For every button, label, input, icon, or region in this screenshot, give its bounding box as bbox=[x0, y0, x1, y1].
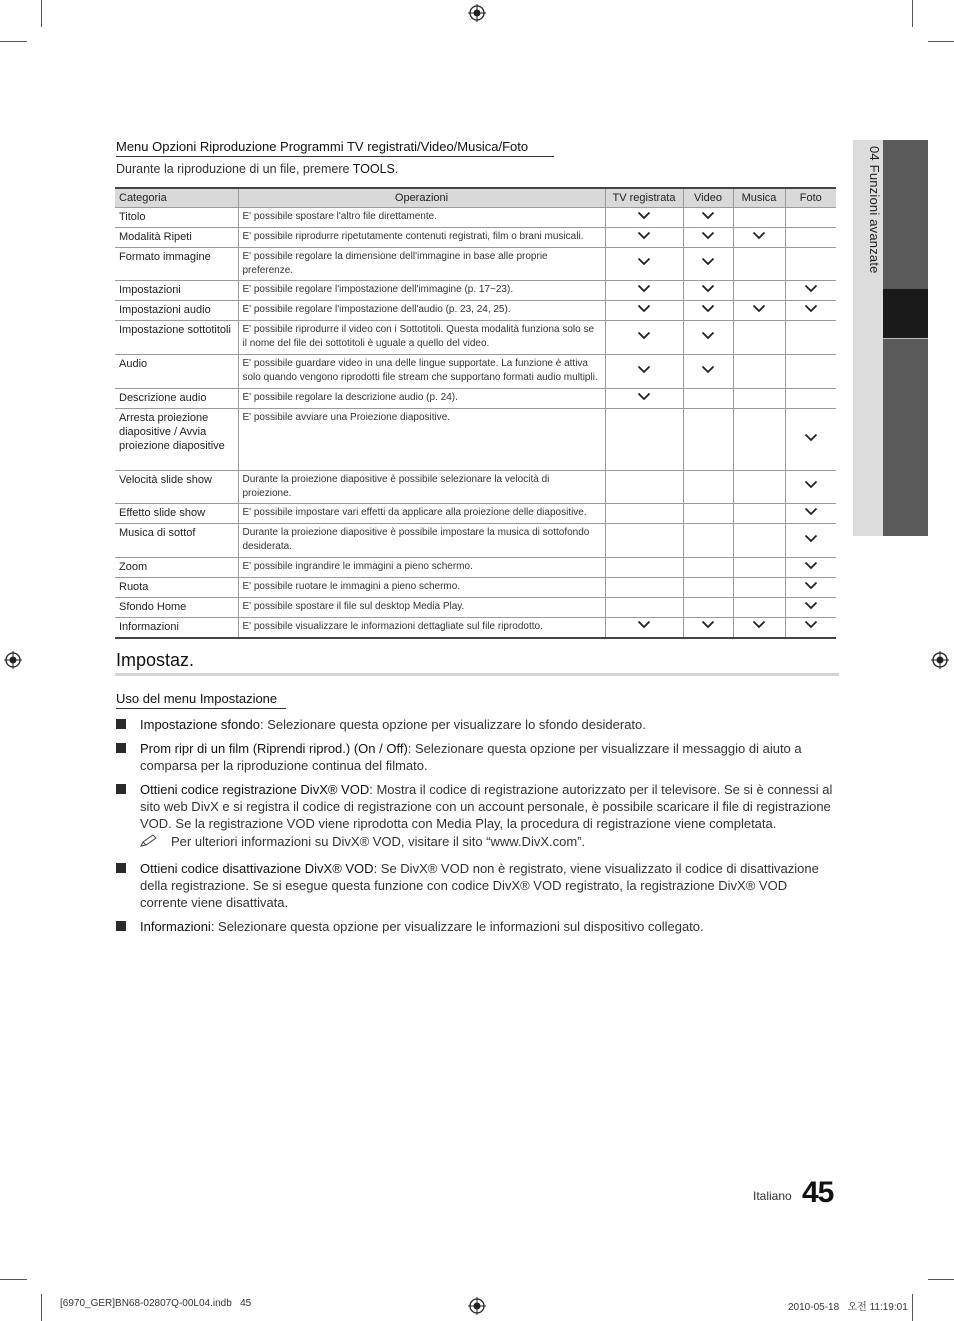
cell-categoria: Impostazione sottotitoli bbox=[115, 321, 238, 355]
cell-operazioni: E' possibile regolare la dimensione dell'immagine in base alle proprie preferenze. bbox=[238, 248, 605, 281]
header-video: Video bbox=[683, 188, 733, 208]
cell-video bbox=[683, 355, 733, 389]
cell-categoria: Ruota bbox=[115, 578, 238, 598]
cell-tv bbox=[605, 389, 683, 409]
impostaz-subtitle-underline bbox=[116, 708, 286, 709]
cell-operazioni: E' possibile ruotare le immagini a pieno schermo. bbox=[238, 578, 605, 598]
checkmark-chevron-icon bbox=[701, 620, 715, 629]
checkmark-chevron-icon bbox=[637, 392, 651, 401]
table-row bbox=[115, 281, 836, 301]
cell-categoria: Descrizione audio bbox=[115, 389, 238, 409]
checkmark-chevron-icon bbox=[701, 365, 715, 374]
cell-tv bbox=[605, 471, 683, 504]
checkmark-chevron-icon bbox=[804, 601, 818, 610]
checkmark-chevron-icon bbox=[701, 331, 715, 340]
cell-categoria: Modalità Ripeti bbox=[115, 228, 238, 248]
cell-musica bbox=[733, 281, 785, 301]
bullet-term: Ottieni codice disattivazione DivX® VOD bbox=[140, 861, 374, 876]
checkmark-chevron-icon bbox=[637, 331, 651, 340]
checkmark-chevron-icon bbox=[752, 231, 766, 240]
cell-musica bbox=[733, 208, 785, 228]
cell-video bbox=[683, 281, 733, 301]
cell-categoria: Arresta proiezione diapositive / Avvia proiezione diapositive bbox=[115, 409, 238, 471]
cell-tv bbox=[605, 228, 683, 248]
cell-video bbox=[683, 301, 733, 321]
cell-foto bbox=[785, 389, 836, 409]
table-row bbox=[115, 228, 836, 248]
table-row bbox=[115, 248, 836, 281]
cell-video bbox=[683, 598, 733, 618]
cell-video bbox=[683, 524, 733, 558]
note-pencil-icon bbox=[140, 834, 158, 848]
checkmark-chevron-icon bbox=[637, 257, 651, 266]
crop-mark bbox=[912, 1294, 913, 1321]
cell-tv bbox=[605, 504, 683, 524]
header-musica: Musica bbox=[733, 188, 785, 208]
cell-foto bbox=[785, 598, 836, 618]
table-row bbox=[115, 618, 836, 638]
table-row bbox=[115, 558, 836, 578]
cell-categoria: Effetto slide show bbox=[115, 504, 238, 524]
checkmark-chevron-icon bbox=[804, 433, 818, 442]
cell-foto bbox=[785, 301, 836, 321]
table-row bbox=[115, 321, 836, 355]
section-title-text: Menu Opzioni Riproduzione Programmi TV registrati/Video/Musica/Foto bbox=[116, 139, 529, 154]
table-row bbox=[115, 409, 836, 471]
checkmark-chevron-icon bbox=[804, 304, 818, 313]
cell-foto bbox=[785, 409, 836, 471]
checkmark-chevron-icon bbox=[637, 284, 651, 293]
table-row bbox=[115, 524, 836, 558]
cell-operazioni: E' possibile ingrandire le immagini a pieno schermo. bbox=[238, 558, 605, 578]
cell-categoria: Audio bbox=[115, 355, 238, 389]
registration-mark-icon bbox=[468, 4, 486, 22]
crop-mark bbox=[0, 1279, 27, 1280]
cell-musica bbox=[733, 409, 785, 471]
tools-key: TOOLS bbox=[352, 162, 395, 176]
registration-mark-icon bbox=[468, 1297, 486, 1315]
bullet-text: : Mostra il codice di registrazione autorizzato per il televisore. Se si è connessi al sito web DivX e si registra il codice di registrazione con un account personale, è possibile scaricare il file di registrazione VOD. Se la registrazione VOD viene riprodotta con Media Play, la procedura di registrazione viene completata. bbox=[140, 782, 833, 831]
cell-foto bbox=[785, 471, 836, 504]
cell-categoria: Formato immagine bbox=[115, 248, 238, 281]
cell-operazioni: Durante la proiezione diapositive è possibile selezionare la velocità di proiezione. bbox=[238, 471, 605, 504]
bullet-square-icon bbox=[116, 743, 126, 753]
cell-tv bbox=[605, 618, 683, 638]
cell-video bbox=[683, 389, 733, 409]
cell-video bbox=[683, 618, 733, 638]
table-row bbox=[115, 301, 836, 321]
checkmark-chevron-icon bbox=[637, 211, 651, 220]
cell-musica bbox=[733, 618, 785, 638]
header-foto: Foto bbox=[785, 188, 836, 208]
cell-categoria: Zoom bbox=[115, 558, 238, 578]
crop-mark bbox=[41, 1294, 42, 1321]
cell-categoria: Impostazioni bbox=[115, 281, 238, 301]
cell-musica bbox=[733, 228, 785, 248]
bullet-term: Impostazione sfondo bbox=[140, 717, 260, 732]
cell-musica bbox=[733, 598, 785, 618]
cell-categoria: Titolo bbox=[115, 208, 238, 228]
cell-foto bbox=[785, 504, 836, 524]
cell-musica bbox=[733, 558, 785, 578]
table-row bbox=[115, 355, 836, 389]
options-table bbox=[115, 187, 836, 639]
registration-mark-icon bbox=[931, 651, 949, 669]
cell-musica bbox=[733, 524, 785, 558]
header-tv-registrata: TV registrata bbox=[605, 188, 683, 208]
bullet-text: : Selezionare questa opzione per visualizzare lo sfondo desiderato. bbox=[259, 717, 646, 732]
cell-foto bbox=[785, 228, 836, 248]
cell-operazioni: E' possibile avviare una Proiezione diapositive. bbox=[238, 409, 605, 471]
cell-musica bbox=[733, 248, 785, 281]
checkmark-chevron-icon bbox=[804, 534, 818, 543]
cell-categoria: Sfondo Home bbox=[115, 598, 238, 618]
cell-operazioni: E' possibile regolare l'impostazione dell'immagine (p. 17~23). bbox=[238, 281, 605, 301]
cell-foto bbox=[785, 558, 836, 578]
crop-mark bbox=[0, 41, 27, 42]
cell-foto bbox=[785, 618, 836, 638]
crop-mark bbox=[928, 1279, 954, 1280]
header-categoria: Categoria bbox=[115, 188, 238, 208]
cell-foto bbox=[785, 524, 836, 558]
cell-operazioni: E' possibile regolare l'impostazione dell'audio (p. 23, 24, 25). bbox=[238, 301, 605, 321]
cell-tv bbox=[605, 578, 683, 598]
cell-video bbox=[683, 228, 733, 248]
header-operazioni: Operazioni bbox=[238, 188, 605, 208]
crop-mark bbox=[912, 0, 913, 27]
checkmark-chevron-icon bbox=[804, 284, 818, 293]
checkmark-chevron-icon bbox=[701, 304, 715, 313]
cell-foto bbox=[785, 248, 836, 281]
cell-operazioni: E' possibile guardare video in una delle lingue supportate. La funzione è attiva solo quando vengono riprodotti file stream che supportano formati audio multipli. bbox=[238, 355, 605, 389]
cell-musica bbox=[733, 471, 785, 504]
section-title bbox=[116, 139, 528, 154]
cell-tv bbox=[605, 301, 683, 321]
intro-text bbox=[116, 162, 398, 176]
intro-suffix: . bbox=[394, 162, 399, 176]
cell-video bbox=[683, 578, 733, 598]
impostaz-subtitle bbox=[116, 691, 277, 706]
bullet-square-icon bbox=[116, 863, 126, 873]
cell-tv bbox=[605, 281, 683, 301]
bullet-square-icon bbox=[116, 784, 126, 794]
registration-mark-icon bbox=[4, 651, 22, 669]
cell-video bbox=[683, 471, 733, 504]
cell-operazioni: E' possibile impostare vari effetti da applicare alla proiezione delle diapositive. bbox=[238, 504, 605, 524]
impostaz-subtitle-text: Uso del menu Impostazione bbox=[116, 691, 278, 706]
cell-foto bbox=[785, 355, 836, 389]
cell-video bbox=[683, 409, 733, 471]
cell-video bbox=[683, 321, 733, 355]
table-row bbox=[115, 208, 836, 228]
checkmark-chevron-icon bbox=[637, 620, 651, 629]
cell-tv bbox=[605, 208, 683, 228]
cell-tv bbox=[605, 248, 683, 281]
checkmark-chevron-icon bbox=[701, 211, 715, 220]
cell-foto bbox=[785, 281, 836, 301]
cell-musica bbox=[733, 578, 785, 598]
cell-video bbox=[683, 248, 733, 281]
cell-foto bbox=[785, 208, 836, 228]
cell-tv bbox=[605, 355, 683, 389]
checkmark-chevron-icon bbox=[804, 480, 818, 489]
table-row bbox=[115, 578, 836, 598]
checkmark-chevron-icon bbox=[637, 365, 651, 374]
cell-tv bbox=[605, 321, 683, 355]
file-info: [6970_GER]BN68-02807Q-00L04.indb 45 bbox=[60, 1298, 252, 1309]
crop-mark bbox=[928, 41, 954, 42]
crop-mark bbox=[41, 0, 42, 27]
cell-categoria: Informazioni bbox=[115, 618, 238, 638]
checkmark-chevron-icon bbox=[752, 304, 766, 313]
cell-musica bbox=[733, 355, 785, 389]
timestamp: 2010-05-18 오전 11:19:01 bbox=[788, 1302, 908, 1313]
cell-operazioni: Durante la proiezione diapositive è possibile impostare la musica di sottofondo desiderata. bbox=[238, 524, 605, 558]
checkmark-chevron-icon bbox=[701, 284, 715, 293]
cell-tv bbox=[605, 409, 683, 471]
checkmark-chevron-icon bbox=[804, 581, 818, 590]
side-tab-divider bbox=[883, 338, 928, 339]
bullet-term: Informazioni bbox=[140, 919, 211, 934]
cell-musica bbox=[733, 321, 785, 355]
cell-operazioni: E' possibile spostare l'altro file direttamente. bbox=[238, 208, 605, 228]
checkmark-chevron-icon bbox=[804, 561, 818, 570]
bullet-square-icon bbox=[116, 719, 126, 729]
side-tab-label: 04 Funzioni avanzate bbox=[867, 146, 882, 274]
bullet-text: : Selezionare questa opzione per visualizzare le informazioni sul dispositivo collegato. bbox=[210, 919, 704, 934]
cell-video bbox=[683, 208, 733, 228]
table-header-row bbox=[115, 188, 836, 208]
table-row bbox=[115, 389, 836, 409]
cell-operazioni: E' possibile riprodurre ripetutamente contenuti registrati, film o brani musicali. bbox=[238, 228, 605, 248]
cell-categoria: Velocità slide show bbox=[115, 471, 238, 504]
cell-tv bbox=[605, 598, 683, 618]
table-row bbox=[115, 504, 836, 524]
checkmark-chevron-icon bbox=[637, 304, 651, 313]
checkmark-chevron-icon bbox=[701, 231, 715, 240]
cell-tv bbox=[605, 558, 683, 578]
note-text: Per ulteriori informazioni su DivX® VOD, visitare il sito “www.DivX.com”. bbox=[171, 834, 586, 849]
page-number: 45 bbox=[802, 1176, 834, 1209]
checkmark-chevron-icon bbox=[804, 507, 818, 516]
cell-tv bbox=[605, 524, 683, 558]
section-title-underline bbox=[116, 156, 554, 157]
bullet-term: Ottieni codice registrazione DivX® VOD bbox=[140, 782, 370, 797]
impostaz-title-rule bbox=[115, 673, 839, 676]
cell-foto bbox=[785, 578, 836, 598]
checkmark-chevron-icon bbox=[637, 231, 651, 240]
bullet-text: : Selezionare questa opzione per visualizzare il messaggio di aiuto a comparsa per la riproduzione continua del filmato. bbox=[140, 741, 802, 773]
cell-operazioni: E' possibile visualizzare le informazioni dettagliate sul file riprodotto. bbox=[238, 618, 605, 638]
table-row bbox=[115, 598, 836, 618]
cell-categoria: Musica di sottof bbox=[115, 524, 238, 558]
bullet-square-icon bbox=[116, 921, 126, 931]
cell-video bbox=[683, 504, 733, 524]
checkmark-chevron-icon bbox=[804, 620, 818, 629]
cell-video bbox=[683, 558, 733, 578]
cell-musica bbox=[733, 504, 785, 524]
cell-musica bbox=[733, 301, 785, 321]
cell-operazioni: E' possibile spostare il file sul desktop Media Play. bbox=[238, 598, 605, 618]
impostaz-title: Impostaz. bbox=[116, 650, 195, 670]
checkmark-chevron-icon bbox=[752, 620, 766, 629]
checkmark-chevron-icon bbox=[701, 257, 715, 266]
cell-foto bbox=[785, 321, 836, 355]
cell-operazioni: E' possibile regolare la descrizione audio (p. 24). bbox=[238, 389, 605, 409]
side-tab-active-marker bbox=[883, 289, 928, 338]
table-row bbox=[115, 471, 836, 504]
cell-musica bbox=[733, 389, 785, 409]
cell-operazioni: E' possibile riprodurre il video con i Sottotitoli. Questa modalità funziona solo se il nome del file dei sottotitoli è uguale a quello del video. bbox=[238, 321, 605, 355]
language-label: Italiano bbox=[753, 1189, 792, 1203]
bullet-text: : Se DivX® VOD non è registrato, viene visualizzato il codice di disattivazione della registrazione. Se si esegue questa funzione con codice DivX® VOD registrato, la registrazione DivX® VOD corrente viene disattivata. bbox=[140, 861, 819, 910]
intro-prefix: Durante la riproduzione di un file, premere bbox=[116, 162, 353, 176]
cell-categoria: Impostazioni audio bbox=[115, 301, 238, 321]
bullet-term: Prom ripr di un film (Riprendi riprod.) (On / Off) bbox=[140, 741, 408, 756]
